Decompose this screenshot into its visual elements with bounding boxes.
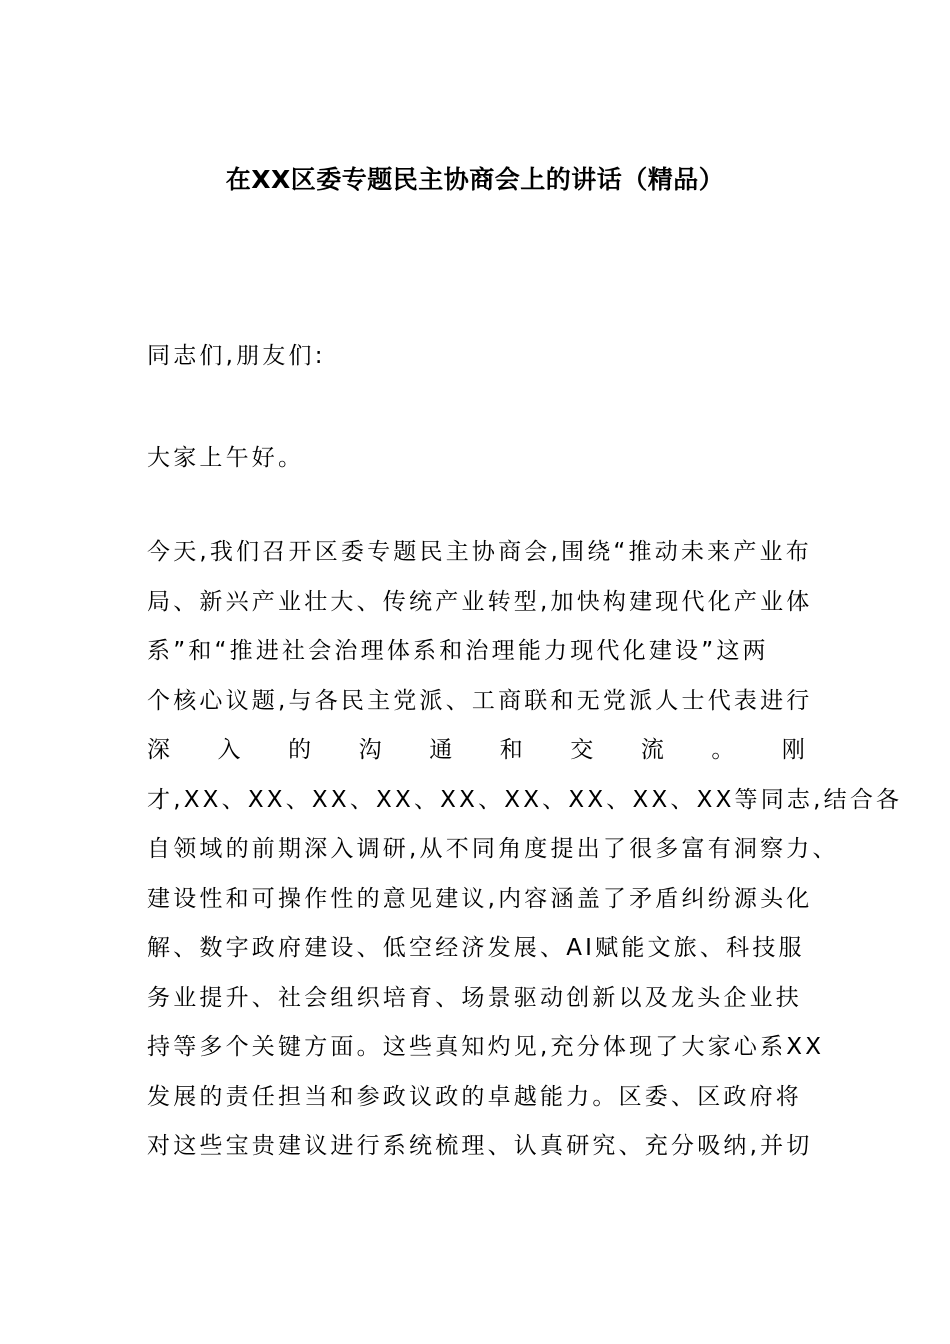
body-line: 对这些宝贵建议进行系统梳理、认真研究、充分吸纳,并切 — [147, 1133, 813, 1159]
body-line: 今天,我们召开区委专题民主协商会,围绕“推动未来产业布 — [147, 539, 812, 565]
justified-char: 的 — [288, 737, 312, 763]
greeting-line: 同志们,朋友们: — [147, 343, 326, 369]
justified-char: 和 — [499, 737, 523, 763]
body-line: 系”和“推进社会治理体系和治理能力现代化建设”这两 — [147, 638, 769, 664]
body-line-justified — [147, 726, 805, 776]
document-title: 在XX区委专题民主协商会上的讲话（精品） — [225, 165, 725, 194]
justified-char: 深 — [147, 737, 170, 763]
body-paragraph — [147, 528, 903, 1172]
justified-char: 流 — [640, 737, 664, 763]
body-line: 才,XX、XX、XX、XX、XX、XX、XX、XX、XX等同志,结合各 — [147, 786, 903, 813]
justified-char: 沟 — [358, 737, 382, 763]
justified-char: 通 — [429, 737, 453, 763]
justified-char: 刚 — [781, 737, 805, 763]
body-line: 个核心议题,与各民主党派、工商联和无党派人士代表进行 — [147, 687, 813, 714]
salutation-line: 大家上午好。 — [147, 445, 305, 471]
body-line: 建设性和可操作性的意见建议,内容涵盖了矛盾纠纷源头化 — [147, 885, 813, 912]
body-line: 解、数字政府建设、低空经济发展、AI赋能文旅、科技服 — [147, 935, 805, 961]
body-line: 自领域的前期深入调研,从不同角度提出了很多富有洞察力、 — [147, 836, 839, 862]
justified-char: 入 — [217, 737, 241, 763]
body-line: 局、新兴产业壮大、传统产业转型,加快构建现代化产业体 — [147, 588, 813, 615]
body-line: 发展的责任担当和参政议政的卓越能力。区委、区政府将 — [147, 1083, 802, 1110]
body-line: 务业提升、社会组织培育、场景驱动创新以及龙头企业扶 — [147, 984, 802, 1011]
justified-char: 交 — [570, 737, 594, 763]
justified-char: 。 — [711, 737, 735, 763]
body-line: 持等多个关键方面。这些真知灼见,充分体现了大家心系XX — [147, 1034, 825, 1060]
